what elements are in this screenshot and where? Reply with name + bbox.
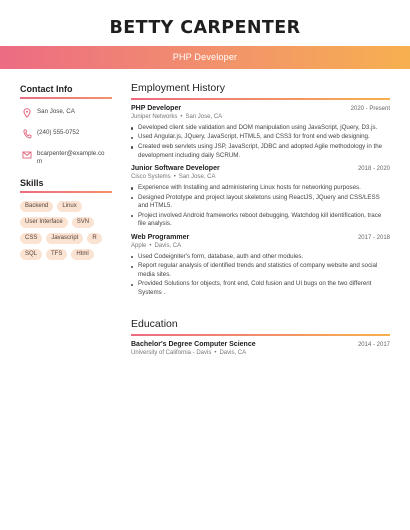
job-title: Web Programmer [131, 233, 190, 241]
skill-tag: Linux [57, 201, 81, 212]
contact-heading: Contact Info [20, 84, 112, 99]
skill-tag: SQL [20, 249, 42, 260]
job-bullets [131, 253, 390, 298]
job-bullets [131, 184, 390, 229]
job-bullet: Created web servlets using JSP, JavaScript, JDBC and adopted Agile methodology in the development including daily SCRUM. [131, 143, 390, 160]
job-bullet: Report regular analysis of identified trends and statistics of company website and social media sites. [131, 262, 390, 279]
employment-heading: Employment History [131, 82, 390, 100]
job-company-line [131, 114, 390, 120]
skill-tag: Javascript [46, 233, 83, 244]
job-entry [131, 234, 390, 298]
job-bullet: Developed client side validation and DOM manipulation using JavaScript, jQuery, D3.js. [131, 124, 390, 133]
skill-tag: Html [71, 249, 93, 260]
school-line [131, 350, 390, 356]
job-entry [131, 165, 390, 229]
job-company: Apple [131, 242, 147, 249]
separator-dot-icon: • [214, 349, 217, 356]
job-bullet: Provided Solutions for objects, front end, Cold fusion and UI bugs on the two different Systems . [131, 280, 390, 297]
job-entry [131, 105, 390, 160]
job-bullets [131, 124, 390, 160]
contact-location-text: San Jose, CA [37, 108, 75, 115]
contact-email [20, 150, 112, 165]
separator-dot-icon: • [173, 174, 176, 181]
job-dates: 2018 - 2020 [357, 166, 390, 173]
school-location: Davis, CA [219, 349, 247, 356]
contact-list [20, 108, 112, 165]
skill-tag: CSS [20, 233, 42, 244]
skill-tag: SVN [72, 217, 94, 228]
job-bullet: Used Codeigniter's form, database, auth and other modules. [131, 253, 390, 262]
job-company-line [131, 174, 390, 180]
role-title: PHP Developer [172, 52, 238, 62]
candidate-name: BETTY CARPENTER [109, 18, 301, 38]
job-title: Junior Software Developer [131, 165, 220, 173]
job-bullet: Experience with Installing and administering Linux hosts for networking purposes. [131, 184, 390, 193]
location-pin-icon [20, 108, 34, 118]
contact-location [20, 108, 112, 118]
school-name: University of California - Davis [131, 349, 212, 356]
contact-phone [20, 129, 112, 139]
skill-tag: TFS [46, 249, 67, 260]
separator-dot-icon: • [180, 114, 183, 120]
skills-list [20, 201, 112, 265]
job-bullet: Designed Prototype and project layout skeletons using ReactJS, JQuery and CSS/LESS and HTML5. [131, 194, 390, 211]
job-dates: 2017 - 2018 [357, 234, 390, 241]
right-column [131, 82, 390, 356]
mail-icon [20, 150, 34, 160]
job-location: San Jose, CA [185, 114, 223, 120]
skills-heading: Skills [20, 178, 112, 193]
phone-icon [20, 129, 34, 139]
education-entry [131, 341, 390, 356]
separator-dot-icon: • [149, 242, 152, 249]
job-location: San Jose, CA [178, 174, 216, 181]
contact-phone-text[interactable]: (240) 555-0752 [37, 129, 80, 136]
skill-tag: R [87, 233, 101, 244]
job-company: Cisco Systems [131, 174, 171, 181]
skill-tag: User Interface [20, 217, 68, 228]
job-dates: 2020 - Present [350, 106, 390, 112]
job-bullet: Used Angular.js, JQuery, JavaScript, HTML5, and CSS3 for front end web designing. [131, 133, 390, 142]
left-column [20, 84, 112, 265]
job-location: Davis, CA [154, 242, 182, 249]
job-company: Juniper Networks [131, 114, 178, 120]
skill-tag: Backend [20, 201, 53, 212]
role-banner [0, 46, 410, 69]
contact-email-text[interactable]: bcarpenter@example.com [37, 150, 105, 165]
education-heading: Education [131, 318, 390, 336]
job-bullet: Project involved Android frameworks reboot debugging, Watchdog kill identification, trace file analysis. [131, 212, 390, 229]
education-dates: 2014 - 2017 [357, 341, 390, 348]
job-title: PHP Developer [131, 105, 182, 112]
job-company-line [131, 243, 390, 249]
degree-title: Bachelor's Degree Computer Science [131, 340, 256, 348]
